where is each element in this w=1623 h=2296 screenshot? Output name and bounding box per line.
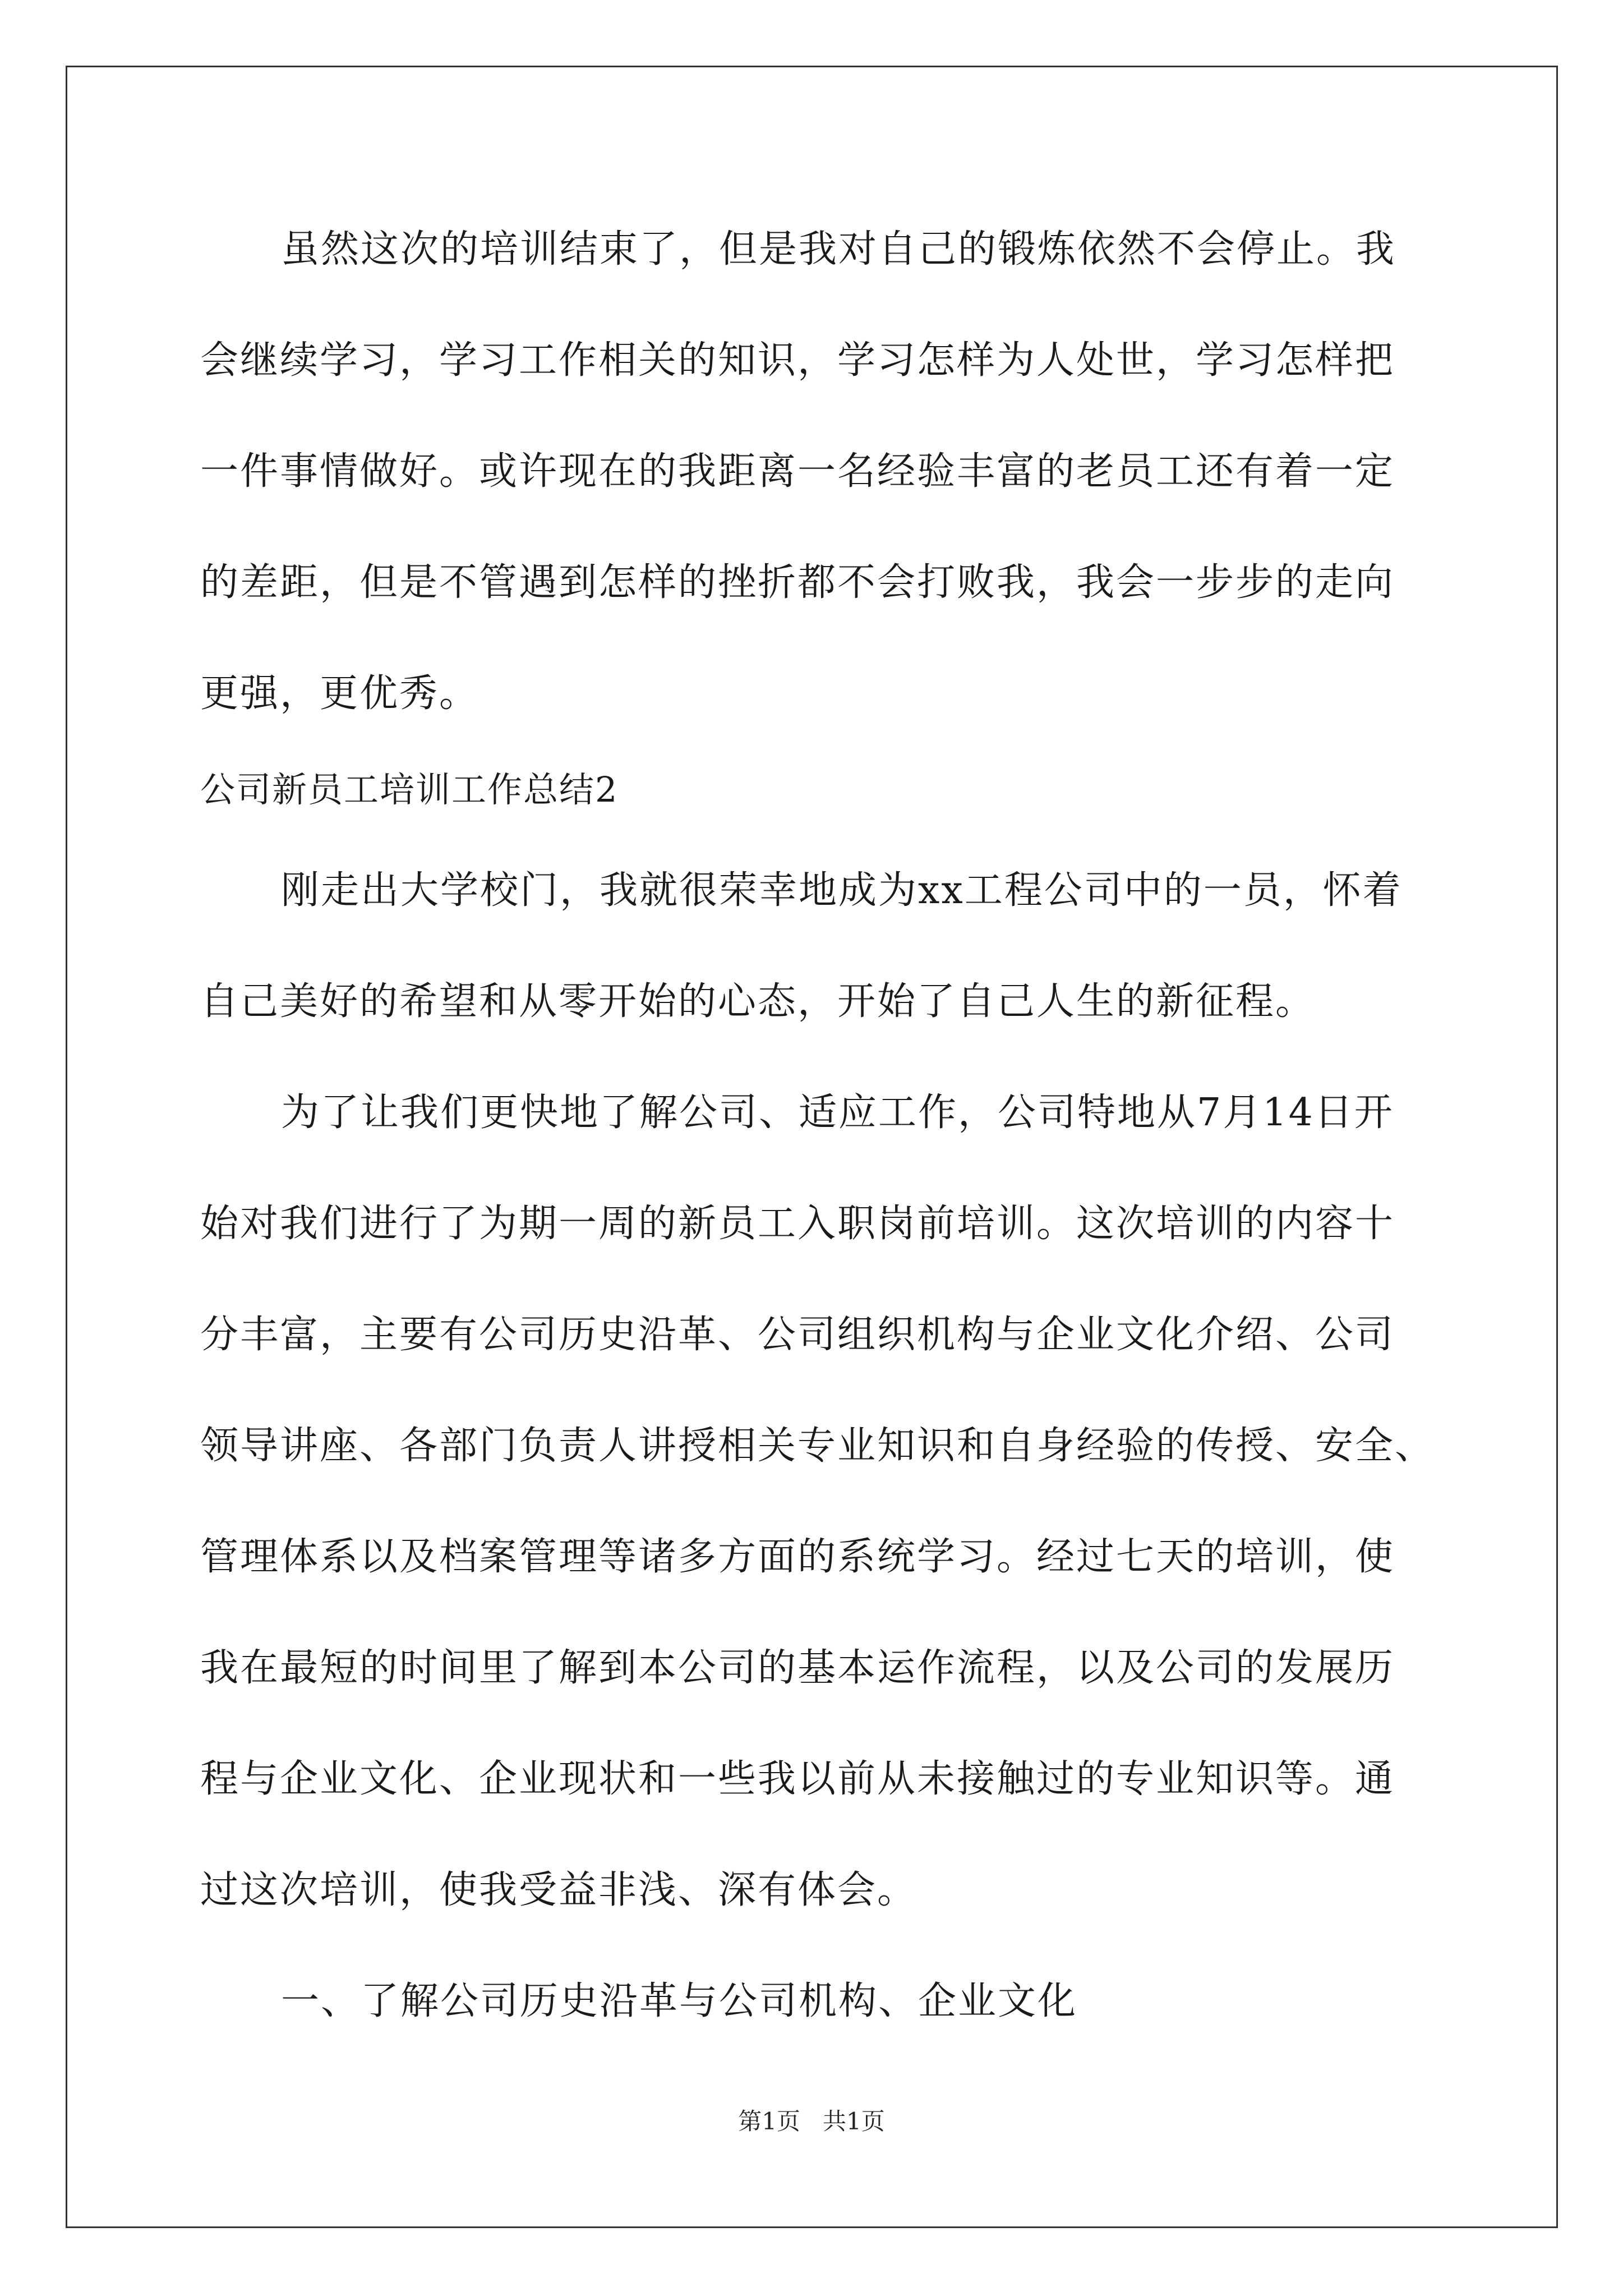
paragraph-line: 刚走出大学校门，我就很荣幸地成为xx工程公司中的一员，怀着 [281, 868, 1403, 913]
page-number-footer: 第1页 共1页 [738, 2108, 885, 2135]
paragraph-line: 过这次培训，使我受益非浅、深有体会。 [200, 1868, 917, 1912]
paragraph-line: 一件事情做好。或许现在的我距离一名经验丰富的老员工还有着一定 [200, 449, 1395, 494]
paragraph-line: 更强，更优秀。 [200, 671, 479, 716]
paragraph-line: 我在最短的时间里了解到本公司的基本运作流程，以及公司的发展历 [200, 1646, 1395, 1690]
paragraph-line: 为了让我们更快地了解公司、适应工作，公司特地从7月14日开 [281, 1091, 1394, 1135]
paragraph-line: 领导讲座、各部门负责人讲授相关专业知识和自身经验的传授、安全、 [200, 1424, 1435, 1468]
list-heading: 一、了解公司历史沿革与公司机构、企业文化 [281, 1979, 1078, 2023]
paragraph-line: 始对我们进行了为期一周的新员工入职岗前培训。这次培训的内容十 [200, 1202, 1395, 1246]
section-heading: 公司新员工培训工作总结2 [200, 769, 619, 810]
paragraph-line: 程与企业文化、企业现状和一些我以前从未接触过的专业知识等。通 [200, 1757, 1395, 1801]
paragraph-line: 的差距，但是不管遇到怎样的挫折都不会打败我，我会一步步的走向 [200, 560, 1395, 605]
paragraph-line: 分丰富，主要有公司历史沿革、公司组织机构与企业文化介绍、公司 [200, 1313, 1395, 1357]
paragraph-line: 会继续学习，学习工作相关的知识，学习怎样为人处世，学习怎样把 [200, 338, 1395, 383]
paragraph-line: 自己美好的希望和从零开始的心态，开始了自己人生的新征程。 [200, 979, 1316, 1024]
paragraph-line: 虽然这次的培训结束了，但是我对自己的锻炼依然不会停止。我 [281, 227, 1396, 272]
paragraph-line: 管理体系以及档案管理等诸多方面的系统学习。经过七天的培训，使 [200, 1535, 1395, 1579]
